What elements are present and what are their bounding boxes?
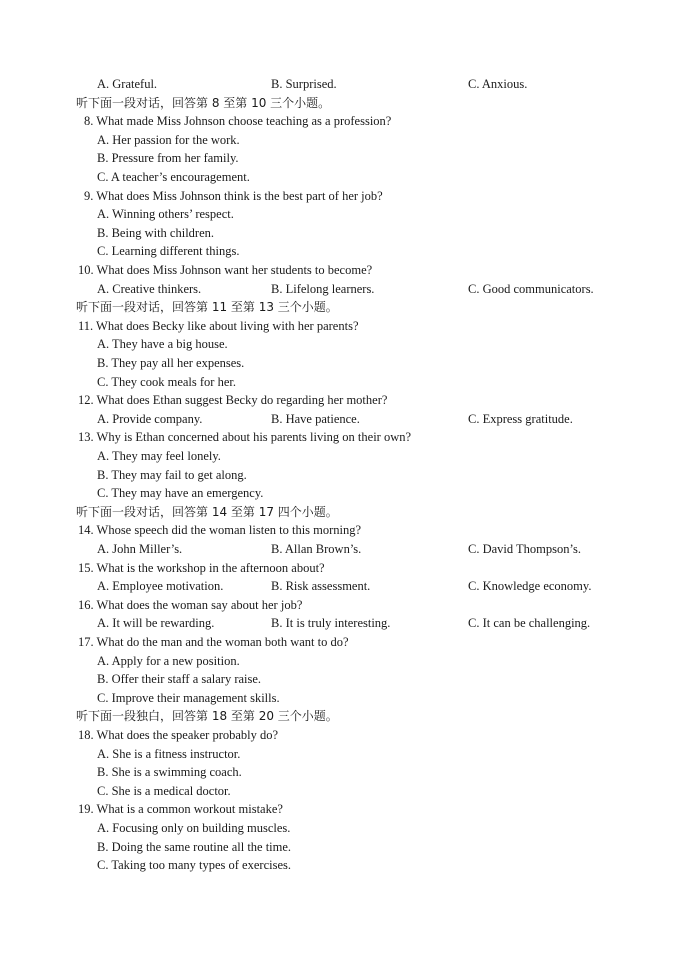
- question: 19. What is a common workout mistake?: [78, 802, 283, 817]
- option-a: A. Employee motivation.: [97, 579, 224, 594]
- question: 15. What is the workshop in the afternoon about?: [78, 560, 325, 575]
- option: A. Winning others’ respect.: [97, 207, 234, 222]
- question: 17. What do the man and the woman both want to do?: [78, 635, 349, 649]
- option: B. They pay all her expenses.: [97, 356, 245, 370]
- question: 12. What does Ethan suggest Becky do regarding her mother?: [78, 393, 388, 408]
- question: 8. What made Miss Johnson choose teaching as a profession?: [84, 114, 392, 129]
- option: A. Focusing only on building muscles.: [97, 821, 291, 835]
- option-a: A. Creative thinkers.: [97, 281, 202, 296]
- option-b: B. Surprised.: [271, 77, 337, 91]
- option: C. A teacher’s encouragement.: [97, 170, 250, 184]
- option-a: A. It will be rewarding.: [97, 616, 215, 631]
- option: B. Doing the same routine all the time.: [97, 839, 292, 854]
- option: C. Taking too many types of exercises.: [97, 858, 291, 873]
- question: 16. What does the woman say about her job?: [78, 597, 303, 612]
- option: B. Pressure from her family.: [97, 151, 239, 166]
- option-c: C. Good communicators.: [468, 281, 594, 296]
- option: C. They may have an emergency.: [97, 486, 264, 501]
- option-b: B. It is truly interesting.: [271, 616, 391, 631]
- section-instruction: 听下面一段独白，回答第 18 至第 20 三个小题。: [76, 709, 338, 724]
- section-instruction: 听下面一段对话，回答第 14 至第 17 四个小题。: [76, 504, 338, 519]
- option-c: C. Knowledge economy.: [468, 579, 592, 594]
- option-c: C. It can be challenging.: [468, 616, 591, 631]
- option: B. She is a swimming coach.: [97, 765, 242, 780]
- question: 14. Whose speech did the woman listen to this morning?: [78, 523, 362, 538]
- question: 13. Why is Ethan concerned about his parents living on their own?: [78, 430, 412, 445]
- option: A. They may feel lonely.: [97, 449, 221, 463]
- option-c: C. David Thompson’s.: [468, 542, 581, 556]
- section-instruction: 听下面一段对话，回答第 11 至第 13 三个小题。: [76, 300, 338, 315]
- question: 11. What does Becky like about living with her parents?: [78, 318, 359, 333]
- option: A. Her passion for the work.: [97, 132, 240, 147]
- option: C. Improve their management skills.: [97, 690, 280, 705]
- option-a: A. John Miller’s.: [97, 542, 183, 556]
- option-b: B. Risk assessment.: [271, 579, 371, 594]
- option: C. She is a medical doctor.: [97, 783, 231, 798]
- option: A. She is a fitness instructor.: [97, 746, 241, 761]
- option: B. Offer their staff a salary raise.: [97, 672, 262, 687]
- option: A. They have a big house.: [97, 337, 228, 352]
- option-a: A. Grateful.: [97, 77, 158, 91]
- option: B. They may fail to get along.: [97, 467, 247, 482]
- option-b: B. Have patience.: [271, 411, 360, 426]
- option-b: B. Allan Brown’s.: [271, 542, 362, 556]
- option: C. Learning different things.: [97, 244, 240, 259]
- option-a: A. Provide company.: [97, 411, 203, 426]
- option: C. They cook meals for her.: [97, 374, 236, 389]
- question: 9. What does Miss Johnson think is the best part of her job?: [84, 188, 383, 203]
- option-c: C. Anxious.: [468, 77, 528, 91]
- question: 18. What does the speaker probably do?: [78, 728, 279, 742]
- option-b: B. Lifelong learners.: [271, 281, 375, 296]
- option-c: C. Express gratitude.: [468, 411, 573, 426]
- question: 10. What does Miss Johnson want her students to become?: [78, 263, 373, 277]
- option: A. Apply for a new position.: [97, 653, 240, 668]
- option: B. Being with children.: [97, 225, 214, 240]
- section-instruction: 听下面一段对话，回答第 8 至第 10 三个小题。: [76, 95, 331, 110]
